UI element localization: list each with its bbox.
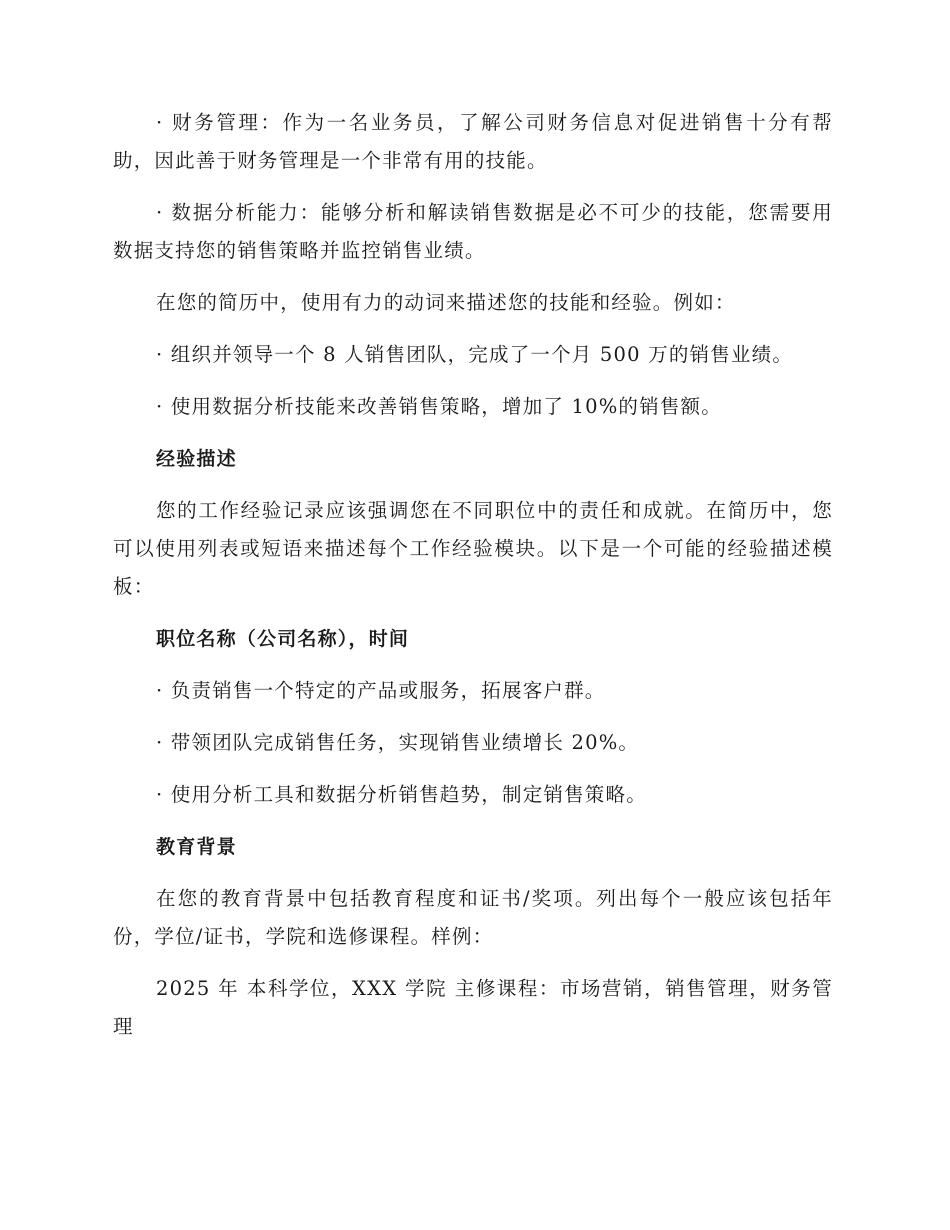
paragraph-education-intro: 在您的教育背景中包括教育程度和证书/奖项。列出每个一般应该包括年份，学位/证书，学院和选修课程。样例： — [113, 887, 833, 948]
paragraph-verbs-intro: 在您的简历中，使用有力的动词来描述您的技能和经验。例如： — [156, 291, 736, 314]
paragraph-duty-sales: · 负责销售一个特定的产品或服务，拓展客户群。 — [156, 679, 606, 702]
paragraph-experience-intro: 您的工作经验记录应该强调您在不同职位中的责任和成就。在简历中，您可以使用列表或短语来描述每个工作经验模块。以下是一个可能的经验描述模板： — [113, 499, 833, 598]
paragraph-education-example: 2025 年 本科学位，XXX 学院 主修课程：市场营销，销售管理，财务管理 — [113, 977, 833, 1038]
heading-experience: 经验描述 — [156, 448, 237, 470]
paragraph-duty-analysis: · 使用分析工具和数据分析销售趋势，制定销售策略。 — [156, 783, 647, 806]
paragraph-duty-team: · 带领团队完成销售任务，实现销售业绩增长 20%。 — [156, 731, 640, 754]
document-page — [113, 104, 833, 1060]
paragraph-example-analysis: · 使用数据分析技能来改善销售策略，增加了 10%的销售额。 — [156, 395, 722, 418]
heading-position-template: 职位名称（公司名称），时间 — [156, 628, 410, 650]
heading-education: 教育背景 — [156, 836, 237, 858]
paragraph-example-team: · 组织并领导一个 8 人销售团队，完成了一个月 500 万的销售业绩。 — [156, 343, 794, 366]
paragraph-finance-skill: · 财务管理：作为一名业务员，了解公司财务信息对促进销售十分有帮助，因此善于财务管理是一个非常有用的技能。 — [113, 111, 833, 172]
paragraph-data-analysis-skill: · 数据分析能力：能够分析和解读销售数据是必不可少的技能，您需要用数据支持您的销售策略并监控销售业绩。 — [113, 201, 833, 262]
